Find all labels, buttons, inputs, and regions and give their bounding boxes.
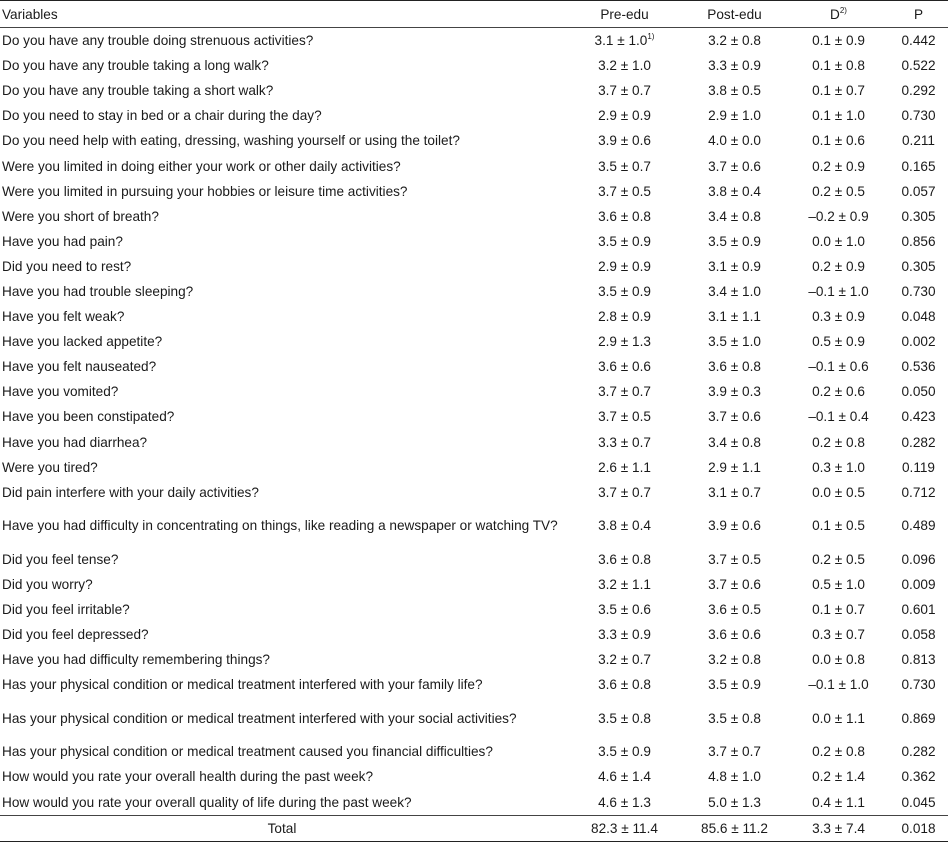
post-edu-cell: 4.8 ± 1.0 bbox=[708, 769, 761, 785]
d-cell: –0.1 ± 1.0 bbox=[808, 283, 869, 299]
d-cell: 0.5 ± 0.9 bbox=[812, 334, 865, 350]
post-edu-cell: 3.7 ± 0.6 bbox=[708, 576, 761, 592]
p-value-cell: 0.869 bbox=[901, 710, 936, 726]
table-row bbox=[0, 697, 948, 739]
p-value-cell: 0.058 bbox=[901, 627, 936, 643]
table-row bbox=[0, 204, 948, 229]
d-cell: –0.2 ± 0.9 bbox=[808, 208, 869, 224]
question-cell: Have you had difficulty remembering things? bbox=[2, 652, 270, 668]
question-cell: Have you vomited? bbox=[2, 384, 119, 400]
d-cell: –0.1 ± 0.4 bbox=[808, 409, 869, 425]
p-value-cell: 0.712 bbox=[901, 484, 936, 500]
post-edu-cell: 3.3 ± 0.9 bbox=[708, 58, 761, 74]
d-cell: 0.2 ± 0.9 bbox=[812, 258, 865, 274]
pre-edu-cell: 4.6 ± 1.3 bbox=[598, 794, 651, 810]
post-edu-cell: 3.5 ± 0.8 bbox=[708, 710, 761, 726]
p-value-cell: 0.009 bbox=[901, 576, 936, 592]
p-value-cell: 0.050 bbox=[901, 384, 936, 400]
question-cell: Did pain interfere with your daily activities? bbox=[2, 484, 259, 500]
d-cell: 0.1 ± 0.5 bbox=[812, 518, 865, 534]
post-edu-cell: 3.6 ± 0.5 bbox=[708, 602, 761, 618]
post-edu-cell: 3.5 ± 0.9 bbox=[708, 677, 761, 693]
table-row bbox=[0, 764, 948, 789]
question-cell: How would you rate your overall quality of life during the past week? bbox=[2, 794, 412, 810]
post-edu-cell: 3.6 ± 0.6 bbox=[708, 627, 761, 643]
post-edu-cell: 3.8 ± 0.5 bbox=[708, 83, 761, 99]
p-value-cell: 0.442 bbox=[901, 33, 936, 49]
footnote-2-marker: 2) bbox=[839, 5, 847, 15]
table-row bbox=[0, 547, 948, 572]
post-edu-cell: 2.9 ± 1.1 bbox=[708, 459, 761, 475]
p-value-cell: 0.730 bbox=[901, 108, 936, 124]
d-cell: –0.1 ± 1.0 bbox=[808, 677, 869, 693]
total-label: Total bbox=[0, 815, 568, 841]
table-row bbox=[0, 304, 948, 329]
pre-edu-cell: 4.6 ± 1.4 bbox=[598, 769, 651, 785]
question-cell: Have you had pain? bbox=[2, 233, 123, 249]
pre-edu-cell: 3.2 ± 1.0 bbox=[598, 58, 651, 74]
d-cell: 0.2 ± 0.5 bbox=[812, 183, 865, 199]
post-edu-cell: 3.7 ± 0.6 bbox=[708, 409, 761, 425]
pre-edu-cell: 2.9 ± 0.9 bbox=[598, 108, 651, 124]
post-edu-cell: 3.4 ± 0.8 bbox=[708, 434, 761, 450]
question-cell: Have you lacked appetite? bbox=[2, 334, 163, 350]
question-cell: Were you short of breath? bbox=[2, 208, 159, 224]
post-edu-cell: 3.2 ± 0.8 bbox=[708, 652, 761, 668]
p-value-cell: 0.536 bbox=[901, 359, 936, 375]
question-cell: Do you have any trouble taking a short walk? bbox=[2, 83, 274, 99]
header-pre-edu: Pre-edu bbox=[568, 1, 681, 28]
table-row bbox=[0, 739, 948, 764]
question-cell: Did you feel irritable? bbox=[2, 602, 130, 618]
question-cell: Have you had difficulty in concentrating on things, like reading a newspaper or watching TV? bbox=[2, 518, 558, 534]
d-cell: 0.2 ± 0.5 bbox=[812, 551, 865, 567]
d-cell: 0.1 ± 0.7 bbox=[812, 602, 865, 618]
p-value-cell: 0.119 bbox=[901, 459, 935, 475]
pre-edu-cell: 3.5 ± 0.8 bbox=[598, 710, 651, 726]
table-row bbox=[0, 622, 948, 647]
post-edu-cell: 3.8 ± 0.4 bbox=[708, 183, 761, 199]
post-edu-cell: 5.0 ± 1.3 bbox=[708, 794, 761, 810]
question-cell: Have you had trouble sleeping? bbox=[2, 283, 194, 299]
question-cell: Did you feel depressed? bbox=[2, 627, 149, 643]
p-value-cell: 0.057 bbox=[901, 183, 936, 199]
d-cell: 0.3 ± 1.0 bbox=[812, 459, 865, 475]
question-cell: Did you feel tense? bbox=[2, 551, 119, 567]
pre-edu-cell: 2.9 ± 1.3 bbox=[598, 334, 651, 350]
p-value-cell: 0.601 bbox=[901, 602, 936, 618]
question-cell: Has your physical condition or medical treatment interfered with your family life? bbox=[2, 677, 483, 693]
post-edu-cell: 3.1 ± 0.7 bbox=[708, 484, 761, 500]
table-body bbox=[0, 28, 948, 842]
p-value-cell: 0.002 bbox=[901, 334, 936, 350]
d-cell: 0.0 ± 1.1 bbox=[812, 710, 865, 726]
d-cell: 0.1 ± 0.6 bbox=[812, 133, 865, 149]
table-row bbox=[0, 153, 948, 178]
pre-edu-cell: 3.8 ± 0.4 bbox=[598, 518, 651, 534]
table-row bbox=[0, 53, 948, 78]
pre-edu-cell: 3.3 ± 0.9 bbox=[598, 627, 651, 643]
post-edu-cell: 4.0 ± 0.0 bbox=[708, 133, 761, 149]
post-edu-cell: 3.4 ± 1.0 bbox=[708, 283, 761, 299]
pre-edu-value: 3.1 ± 1.0 bbox=[594, 33, 648, 49]
question-cell: Have you felt weak? bbox=[2, 309, 125, 325]
post-edu-cell: 3.9 ± 0.6 bbox=[708, 518, 761, 534]
p-value-cell: 0.282 bbox=[901, 744, 936, 760]
p-value-cell: 0.856 bbox=[901, 233, 936, 249]
p-value-cell: 0.282 bbox=[901, 434, 936, 450]
total-d: 3.3 ± 7.4 bbox=[788, 815, 889, 841]
d-cell: 0.3 ± 0.7 bbox=[812, 627, 865, 643]
question-cell: Do you have any trouble doing strenuous activities? bbox=[2, 33, 314, 49]
table-row bbox=[0, 379, 948, 404]
question-cell: Did you need to rest? bbox=[2, 258, 132, 274]
question-cell: Has your physical condition or medical treatment interfered with your social activities? bbox=[2, 710, 517, 726]
pre-edu-cell: 3.5 ± 0.6 bbox=[598, 602, 651, 618]
total-row bbox=[0, 815, 948, 841]
d-cell: 0.4 ± 1.1 bbox=[812, 794, 865, 810]
d-cell: 0.1 ± 0.8 bbox=[812, 58, 865, 74]
header-post-edu: Post-edu bbox=[681, 1, 788, 28]
p-value-cell: 0.048 bbox=[901, 309, 936, 325]
pre-edu-cell: 3.5 ± 0.7 bbox=[598, 158, 651, 174]
table-row bbox=[0, 329, 948, 354]
pre-edu-cell: 3.9 ± 0.6 bbox=[598, 133, 651, 149]
d-cell: 0.3 ± 0.9 bbox=[812, 309, 865, 325]
post-edu-cell: 2.9 ± 1.0 bbox=[708, 108, 761, 124]
p-value-cell: 0.730 bbox=[901, 283, 936, 299]
d-cell: 0.2 ± 0.8 bbox=[812, 434, 865, 450]
p-value-cell: 0.730 bbox=[901, 677, 936, 693]
post-edu-cell: 3.7 ± 0.6 bbox=[708, 158, 761, 174]
question-cell: Did you worry? bbox=[2, 576, 93, 592]
pre-edu-cell: 3.7 ± 0.5 bbox=[598, 183, 651, 199]
pre-edu-cell: 2.6 ± 1.1 bbox=[598, 459, 651, 475]
table-row bbox=[0, 430, 948, 455]
p-value-cell: 0.489 bbox=[901, 518, 936, 534]
header-d-label: D bbox=[830, 6, 840, 22]
table-row bbox=[0, 455, 948, 480]
table-row bbox=[0, 78, 948, 103]
header-p: P bbox=[889, 1, 948, 28]
pre-edu-cell: 2.8 ± 0.9 bbox=[598, 309, 651, 325]
post-edu-cell: 3.4 ± 0.8 bbox=[708, 208, 761, 224]
table-row bbox=[0, 480, 948, 505]
post-edu-cell: 3.5 ± 1.0 bbox=[708, 334, 761, 350]
table-row bbox=[0, 505, 948, 547]
post-edu-cell: 3.5 ± 0.9 bbox=[708, 233, 761, 249]
pre-edu-cell: 3.2 ± 0.7 bbox=[598, 652, 651, 668]
question-cell: Were you limited in doing either your work or other daily activities? bbox=[2, 158, 401, 174]
pre-edu-cell: 3.7 ± 0.5 bbox=[598, 409, 651, 425]
total-post-edu: 85.6 ± 11.2 bbox=[681, 815, 788, 841]
table-row bbox=[0, 179, 948, 204]
p-value-cell: 0.045 bbox=[901, 794, 936, 810]
question-cell: Has your physical condition or medical treatment caused you financial difficulties? bbox=[2, 744, 493, 760]
post-edu-cell: 3.2 ± 0.8 bbox=[708, 33, 761, 49]
table-row bbox=[0, 229, 948, 254]
post-edu-cell: 3.1 ± 0.9 bbox=[708, 258, 761, 274]
header-variables: Variables bbox=[0, 1, 568, 28]
post-edu-cell: 3.6 ± 0.8 bbox=[708, 359, 761, 375]
pre-edu-cell: 2.9 ± 0.9 bbox=[598, 258, 651, 274]
post-edu-cell: 3.7 ± 0.5 bbox=[708, 551, 761, 567]
p-value-cell: 0.165 bbox=[901, 158, 936, 174]
pre-edu-cell: 3.6 ± 0.8 bbox=[598, 551, 651, 567]
d-cell: –0.1 ± 0.6 bbox=[808, 359, 869, 375]
pre-edu-cell: 3.5 ± 0.9 bbox=[598, 283, 651, 299]
table-row bbox=[0, 597, 948, 622]
p-value-cell: 0.292 bbox=[901, 83, 936, 99]
d-cell: 0.2 ± 0.8 bbox=[812, 744, 865, 760]
d-cell: 0.1 ± 0.9 bbox=[812, 33, 865, 49]
question-cell: Do you need help with eating, dressing, washing yourself or using the toilet? bbox=[2, 133, 460, 149]
pre-edu-cell: 3.5 ± 0.9 bbox=[598, 233, 651, 249]
pre-edu-cell: 3.6 ± 0.8 bbox=[598, 677, 651, 693]
question-cell: Have you felt nauseated? bbox=[2, 359, 157, 375]
pre-edu-cell: 3.7 ± 0.7 bbox=[598, 484, 651, 500]
post-edu-cell: 3.1 ± 1.1 bbox=[708, 309, 761, 325]
pre-edu-cell bbox=[568, 28, 681, 54]
post-edu-cell: 3.7 ± 0.7 bbox=[708, 744, 761, 760]
p-value-cell: 0.305 bbox=[901, 208, 936, 224]
d-cell: 0.2 ± 1.4 bbox=[812, 769, 865, 785]
pre-edu-cell: 3.6 ± 0.8 bbox=[598, 208, 651, 224]
p-value-cell: 0.813 bbox=[901, 652, 936, 668]
question-cell: Do you need to stay in bed or a chair during the day? bbox=[2, 108, 322, 124]
p-value-cell: 0.211 bbox=[901, 133, 935, 149]
question-cell: Were you limited in pursuing your hobbies or leisure time activities? bbox=[2, 183, 408, 199]
pre-edu-cell: 3.7 ± 0.7 bbox=[598, 384, 651, 400]
p-value-cell: 0.362 bbox=[901, 769, 936, 785]
pre-edu-cell: 3.3 ± 0.7 bbox=[598, 434, 651, 450]
d-cell: 0.0 ± 0.8 bbox=[812, 652, 865, 668]
table-row bbox=[0, 354, 948, 379]
table-row bbox=[0, 279, 948, 304]
question-cell: Were you tired? bbox=[2, 459, 98, 475]
p-value-cell: 0.423 bbox=[901, 409, 936, 425]
table-row bbox=[0, 404, 948, 429]
pre-edu-cell: 3.7 ± 0.7 bbox=[598, 83, 651, 99]
pre-edu-cell: 3.5 ± 0.9 bbox=[598, 744, 651, 760]
d-cell: 0.5 ± 1.0 bbox=[812, 576, 865, 592]
table-row bbox=[0, 647, 948, 672]
question-cell: Do you have any trouble taking a long walk? bbox=[2, 58, 269, 74]
post-edu-cell: 3.9 ± 0.3 bbox=[708, 384, 761, 400]
footnote-1-marker: 1) bbox=[647, 32, 655, 42]
table-row bbox=[0, 28, 948, 54]
d-cell: 0.2 ± 0.9 bbox=[812, 158, 865, 174]
table-row bbox=[0, 790, 948, 816]
p-value-cell: 0.522 bbox=[901, 58, 936, 74]
p-value-cell: 0.305 bbox=[901, 258, 936, 274]
total-p-value: 0.018 bbox=[889, 815, 948, 841]
table-row bbox=[0, 128, 948, 153]
pre-edu-cell: 3.6 ± 0.6 bbox=[598, 359, 651, 375]
question-cell: Have you had diarrhea? bbox=[2, 434, 148, 450]
d-cell: 0.1 ± 1.0 bbox=[812, 108, 865, 124]
d-cell: 0.1 ± 0.7 bbox=[812, 83, 865, 99]
question-cell: Have you been constipated? bbox=[2, 409, 175, 425]
d-cell: 0.0 ± 0.5 bbox=[812, 484, 865, 500]
d-cell: 0.2 ± 0.6 bbox=[812, 384, 865, 400]
table-row bbox=[0, 103, 948, 128]
table-row bbox=[0, 672, 948, 697]
question-cell: How would you rate your overall health during the past week? bbox=[2, 769, 374, 785]
d-cell: 0.0 ± 1.0 bbox=[812, 233, 865, 249]
total-pre-edu: 82.3 ± 11.4 bbox=[568, 815, 681, 841]
table-row bbox=[0, 254, 948, 279]
p-value-cell: 0.096 bbox=[901, 551, 936, 567]
header-d bbox=[788, 1, 889, 28]
pre-edu-cell: 3.2 ± 1.1 bbox=[598, 576, 651, 592]
header-row bbox=[0, 1, 948, 28]
table-row bbox=[0, 572, 948, 597]
table-header bbox=[0, 1, 948, 28]
